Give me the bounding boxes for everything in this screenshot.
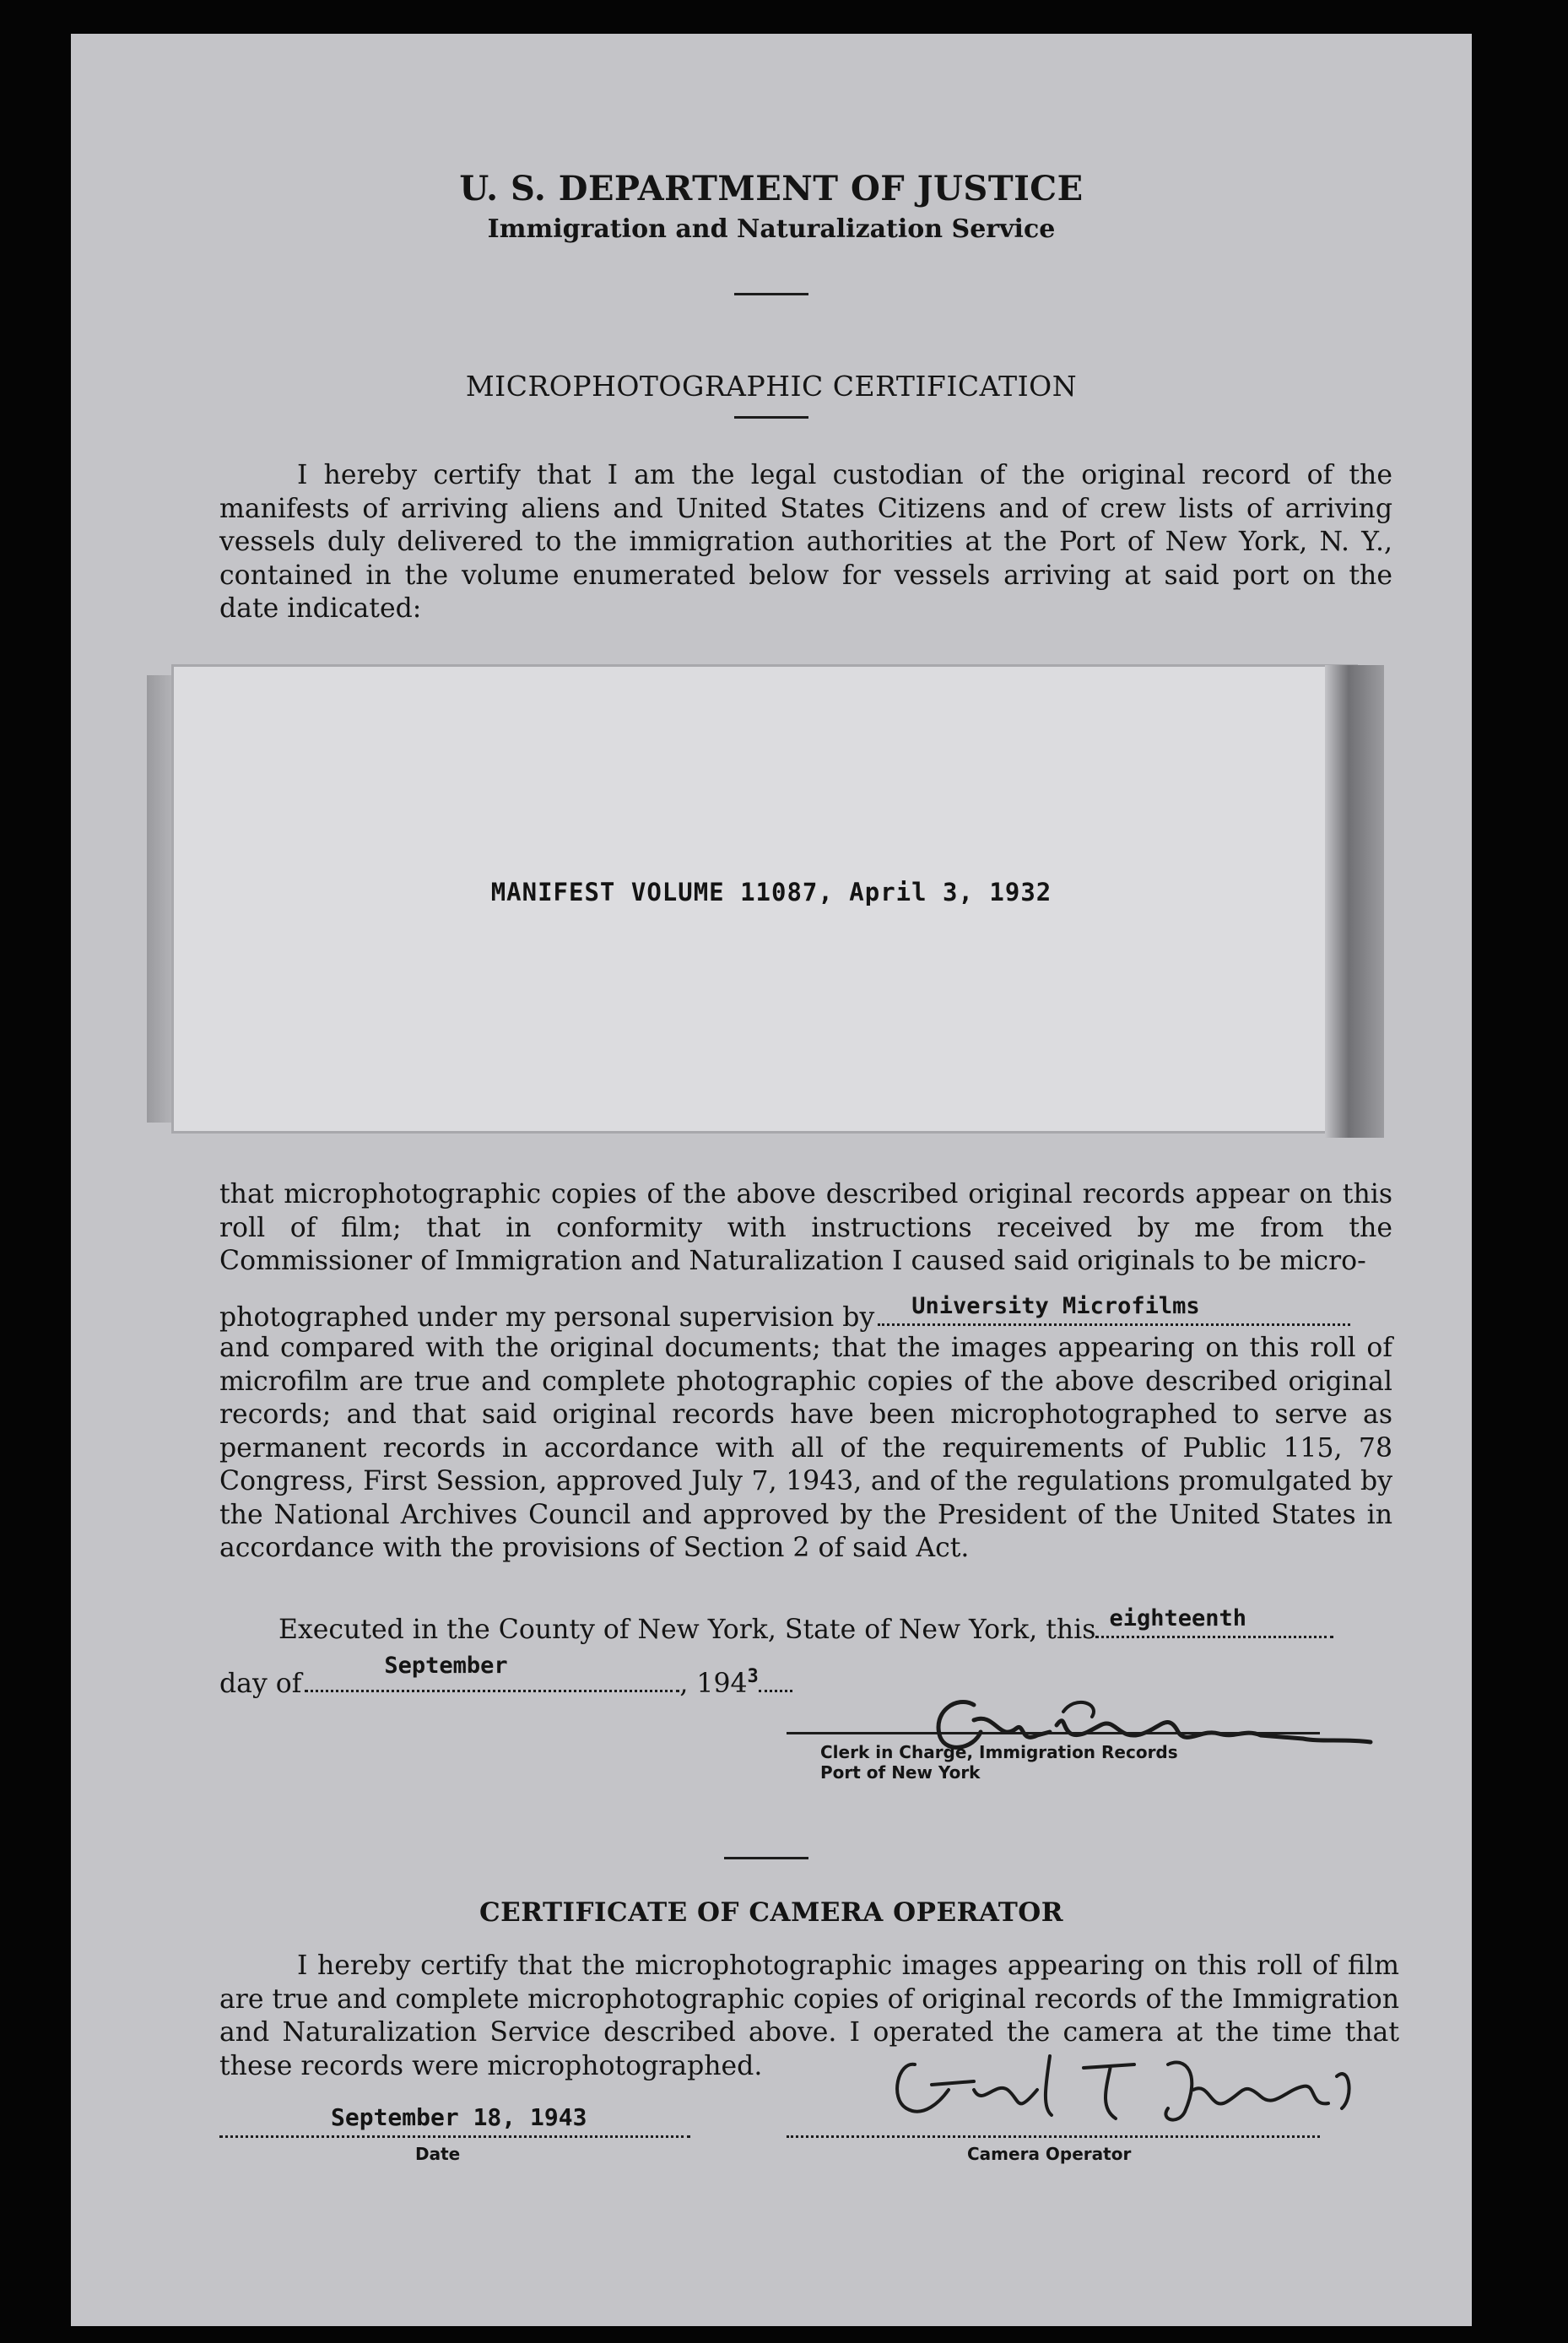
operator-signature (847, 2031, 1387, 2149)
operator-date: September 18, 1943 (331, 2103, 587, 2131)
supervision-line (219, 1293, 1392, 1333)
camera-statement: I hereby certify that the microphotographic images appearing on this roll of film are true and complete microphotographic copies of original records of the Immigration and Naturalization Service described above. I operated the camera at the time that these records were microphotographed. (219, 1951, 1399, 2081)
operator-signature-line (787, 2135, 1320, 2138)
date-label: Date (415, 2144, 461, 2164)
executed-month: September (384, 1653, 508, 1679)
department-heading: U. S. DEPARTMENT OF JUSTICE (459, 169, 1084, 208)
custodian-statement: I hereby certify that I am the legal custodian of the original record of the manifests of arriving aliens and United States Citizens and of crew lists of arriving vessels duly delivered to the immigration authorities at the Port of New York, N. Y., contained in the volume enumerated below for vessels arriving at said port on the date indicated: (219, 460, 1392, 624)
camera-certificate-title: CERTIFICATE OF CAMERA OPERATOR (479, 1897, 1064, 1928)
day-fill (1095, 1605, 1333, 1638)
divider (724, 1857, 808, 1859)
microfilm-statement: that microphotographic copies of the above described original records appear on this roll of film; that in conformity with instructions received by me from the Commissioner of Immigration and Naturalization I caused said originals to be micro- (219, 1179, 1392, 1276)
microfilm-company: University Microfilms (911, 1293, 1200, 1319)
operator-label: Camera Operator (967, 2144, 1132, 2164)
compliance-statement: and compared with the original documents; that the images appearing on this roll of microfilm are true and complete photographic copies of the above described original records; and that said original records have been microphotographed to serve as permanent records in accordance with all of the requirements of Public 115, 78 Congress, First Session, approved July 7, 1943, and of the regulations promulgated by the National Archives Council and approved by the President of the United States in accordance with the provisions of Section 2 of said Act. (219, 1333, 1392, 1563)
month-fill (305, 1653, 679, 1692)
supervision-prefix: photographed under my personal supervision by (219, 1302, 875, 1333)
day-of-line (219, 1653, 792, 1699)
executed-prefix: Executed in the County of New York, State of New York, this (278, 1615, 1096, 1645)
certificate-page (71, 34, 1472, 2326)
clerk-port: Port of New York (820, 1762, 981, 1783)
year-fill (759, 1664, 792, 1692)
date-line (219, 2135, 690, 2138)
year-prefix: , 194 (679, 1669, 748, 1699)
divider (734, 293, 808, 295)
clerk-signature-line (787, 1732, 1320, 1734)
clerk-title: Clerk in Charge, Immigration Records (820, 1742, 1178, 1762)
service-subheading: Immigration and Naturalization Service (487, 214, 1056, 244)
certification-title: MICROPHOTOGRAPHIC CERTIFICATION (465, 370, 1078, 403)
manifest-volume: MANIFEST VOLUME 11087, April 3, 1932 (490, 878, 1052, 906)
executed-day: eighteenth (1109, 1605, 1246, 1631)
company-fill (878, 1293, 1350, 1326)
day-of-prefix: day of (219, 1669, 302, 1699)
year-digit: 3 (747, 1666, 759, 1687)
divider (734, 416, 808, 419)
executed-line (278, 1605, 1333, 1645)
